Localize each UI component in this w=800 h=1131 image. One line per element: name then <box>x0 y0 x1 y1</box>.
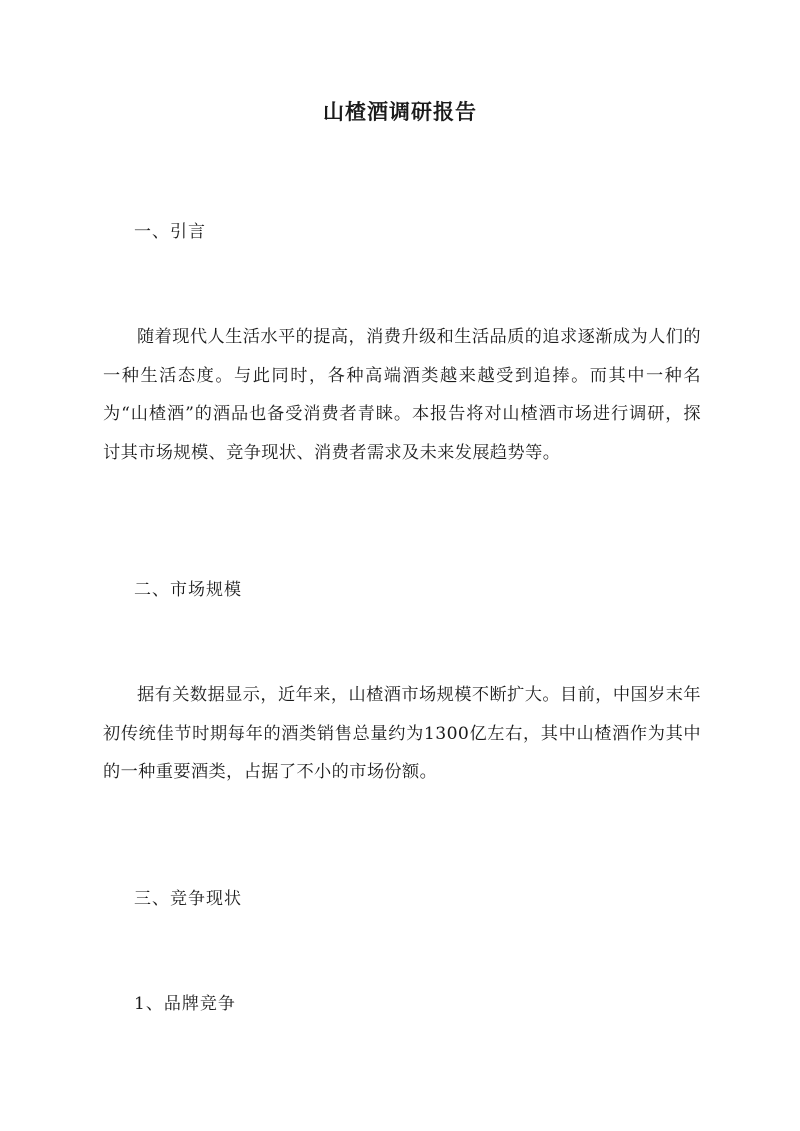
section-heading-introduction: 一、引言 <box>134 222 206 242</box>
subheading-brand-competition: 1、品牌竞争 <box>134 994 236 1014</box>
section-heading-market-size: 二、市场规模 <box>134 580 242 600</box>
section-heading-competition: 三、竞争现状 <box>134 889 242 909</box>
paragraph-market-size: 据有关数据显示，近年来，山楂酒市场规模不断扩大。目前，中国岁末年初传统佳节时期每年的酒类销售总量约为1300亿左右，其中山楂酒作为其中的一种重要酒类，占据了不小的市场份额。 <box>103 685 701 782</box>
document-title: 山楂酒调研报告 <box>323 99 477 124</box>
paragraph-introduction: 随着现代人生活水平的提高，消费升级和生活品质的追求逐渐成为人们的一种生活态度。与此同时，各种高端酒类越来越受到追捧。而其中一种名为“山楂酒”的酒品也备受消费者青睐。本报告将对山楂酒市场进行调研，探讨其市场规模、竞争现状、消费者需求及未来发展趋势等。 <box>103 327 701 463</box>
